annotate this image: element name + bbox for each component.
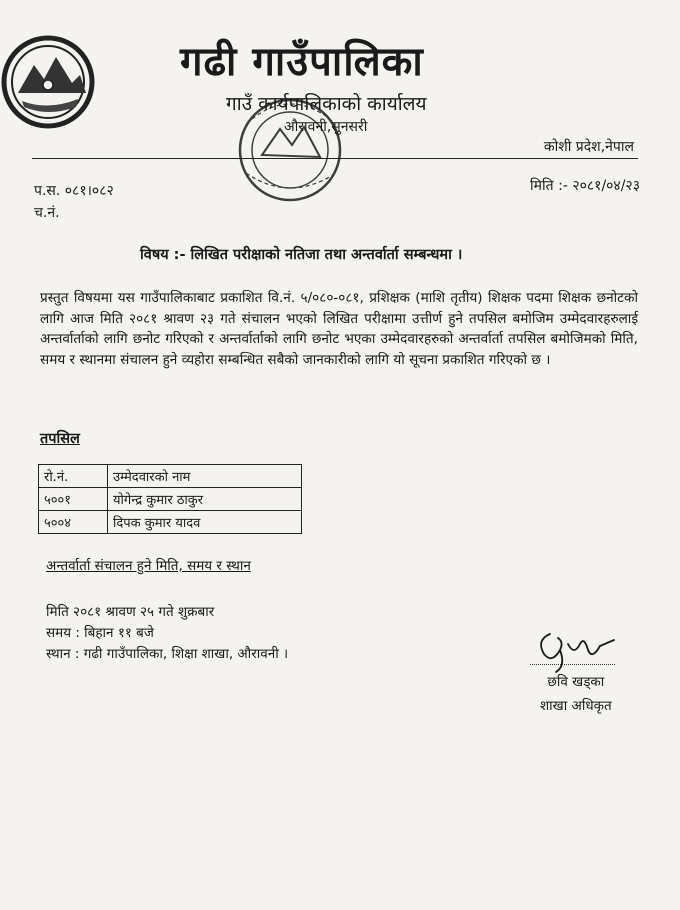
interview-details — [46, 602, 288, 665]
ref-number: प.स. ०८१।०८२ — [34, 183, 114, 199]
candidate-name-cell: योगेन्द्र कुमार ठाकुर — [108, 488, 302, 511]
province-label: कोशी प्रदेश,नेपाल — [543, 139, 634, 155]
column-header-name: उम्मेदवारको नाम — [108, 465, 302, 488]
subject-line: विषय :- लिखित परीक्षाको नतिजा तथा अन्तर्वार्ता सम्बन्धमा । — [140, 247, 463, 263]
signatory-designation: शाखा अधिकृत — [540, 698, 612, 714]
interview-time: समय : बिहान ११ बजे — [46, 625, 154, 641]
office-address: औरावनी,सुनसरी — [284, 119, 368, 135]
column-header-roll: रो.नं. — [39, 465, 108, 488]
signatory-block — [540, 670, 612, 718]
table-row — [39, 488, 302, 511]
document-date: मिति :- २०८१/०४/२३ — [530, 178, 640, 194]
chalani-number: च.नं. — [34, 205, 60, 221]
handwritten-signature — [530, 620, 622, 675]
nepal-government-emblem — [0, 35, 110, 130]
municipality-title: गढी गाउँपालिका — [180, 39, 424, 85]
body-paragraph: प्रस्तुत विषयमा यस गाउँपालिकाबाट प्रकाशित वि.नं. ५/०८०-०८१, प्रशिक्षक (माशि तृतीय) शिक्षक पदमा शिक्षक छनोटको लागि आज मिति २०८१ श्रावण २३ गते संचालन भएको लिखित परीक्षामा उत्तीर्ण हुने तपसिल बमोजिम उम्मेदवारहरुलाई अन्तर्वार्ताको लागि छनोट गरिएको र अन्तर्वार्ताको लागि छनोट भएका उम्मेदवारहरुको अन्तर्वार्ता तपसिल बमोजिमको मिति, समय र स्थानमा संचालन हुने व्यहोरा सम्बन्धित सबैको जानकारीको लागि यो सूचना प्रकाशित गरिएको छ । — [40, 290, 638, 368]
table-row — [39, 511, 302, 534]
signature-line — [530, 664, 615, 665]
tapsil-heading: तपसिल — [40, 431, 80, 447]
candidate-table — [38, 464, 302, 534]
reference-block — [34, 180, 114, 224]
office-subtitle: गाउँ कार्यपालिकाको कार्यालय — [226, 93, 427, 115]
roll-number-cell: ५००४ — [39, 511, 108, 534]
candidate-name-cell: दिपक कुमार यादव — [108, 511, 302, 534]
interview-date: मिति २०८१ श्रावण २५ गते शुक्रबार — [46, 604, 215, 620]
roll-number-cell: ५००१ — [39, 488, 108, 511]
table-header-row — [39, 465, 302, 488]
header-divider — [32, 158, 638, 159]
signatory-name: छवि खड्का — [547, 674, 605, 690]
interview-heading: अन्तर्वार्ता संचालन हुने मिति, समय र स्थान — [46, 558, 251, 574]
interview-place: स्थान : गढी गाउँपालिका, शिक्षा शाखा, औरावनी । — [46, 646, 289, 662]
